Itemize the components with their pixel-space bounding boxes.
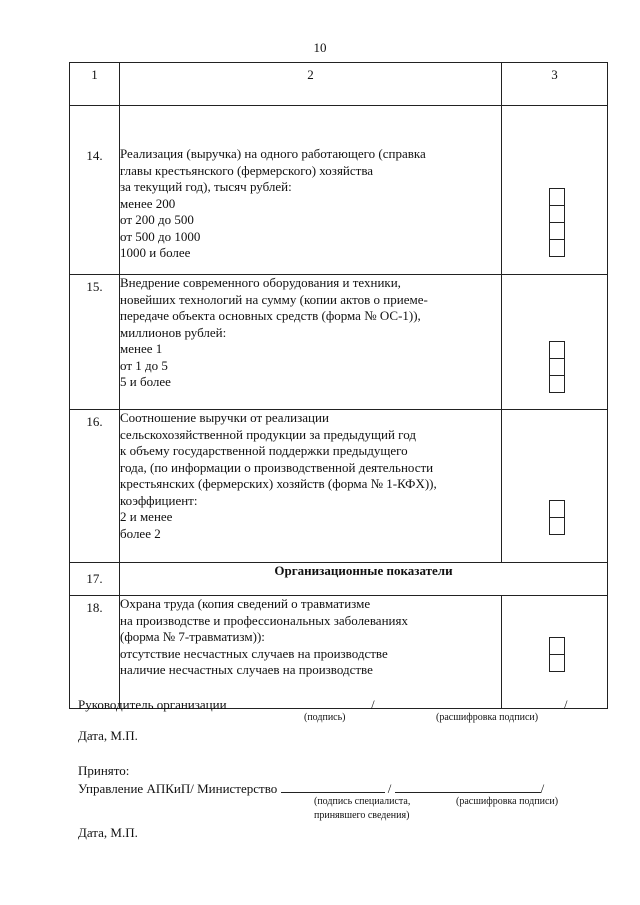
row-number: 18. — [86, 600, 103, 615]
option-label: от 200 до 500 — [120, 212, 194, 227]
criterion-text: новейших технологий на сумму (копии актов о приеме- — [120, 291, 428, 307]
checkbox-group — [549, 341, 565, 393]
criterion-text: на производстве и профессиональных заболеваниях — [120, 612, 408, 628]
criterion-text: Реализация (выручка) на одного работающего (справка — [120, 146, 426, 161]
option-label: менее 200 — [120, 195, 176, 211]
criterion-cell — [120, 410, 502, 563]
ministry-signature-line — [78, 780, 544, 797]
column-header: 1 — [70, 63, 120, 106]
head-signature-line — [78, 696, 568, 713]
table-row — [70, 275, 608, 410]
option-label: более 2 — [120, 525, 161, 541]
option-checkbox[interactable] — [549, 375, 565, 393]
option-checkbox[interactable] — [549, 188, 565, 206]
row-number-cell — [70, 596, 120, 709]
row-number: 16. — [86, 414, 103, 429]
page-number: 10 — [313, 40, 327, 55]
head-label: Руководитель организации — [78, 697, 227, 712]
checkbox-cell — [502, 596, 608, 709]
decoding-caption: (расшифровка подписи) — [456, 796, 559, 807]
ministry-label: Управление АПКиП/ Министерство — [78, 781, 278, 796]
criterion-text: коэффициент: — [120, 492, 198, 508]
criterion-text: Охрана труда (копия сведений о травматизме — [120, 596, 371, 611]
checkbox-group — [549, 500, 565, 535]
decoding-caption: (расшифровка подписи) — [436, 712, 539, 723]
row-number-cell — [70, 106, 120, 275]
specialist-caption: (подпись специалиста, — [314, 796, 411, 807]
option-checkbox[interactable] — [549, 205, 565, 223]
row-number: 14. — [86, 148, 103, 163]
signature-caption: (подпись) — [304, 712, 346, 723]
table-header-row — [70, 63, 608, 106]
accepted-label: Принято: — [78, 763, 130, 778]
criterion-text: (форма № 7-травматизм)): — [120, 629, 265, 644]
specialist-caption: принявшего сведения) — [314, 810, 410, 821]
checkbox-cell — [502, 275, 608, 410]
option-label: отсутствие несчастных случаев на производстве — [120, 645, 388, 661]
column-header: 3 — [502, 63, 608, 106]
option-label: 5 и более — [120, 374, 171, 389]
slash: / — [371, 697, 375, 712]
column-header: 2 — [120, 63, 502, 106]
row-number-cell — [70, 275, 120, 410]
table-row — [70, 563, 608, 596]
row-number: 15. — [86, 279, 103, 294]
option-label: 2 и менее — [120, 509, 173, 524]
criterion-cell — [120, 106, 502, 275]
criterion-text: передаче объекта основных средств (форма № ОС-1)), — [120, 308, 421, 323]
criterion-text: Соотношение выручки от реализации — [120, 410, 329, 425]
option-checkbox[interactable] — [549, 654, 565, 672]
decoding-field[interactable] — [378, 696, 564, 709]
option-label: 1000 и более — [120, 245, 191, 260]
option-checkbox[interactable] — [549, 239, 565, 257]
signature-field[interactable] — [230, 696, 368, 709]
option-checkbox[interactable] — [549, 517, 565, 535]
checkbox-cell — [502, 410, 608, 563]
criterion-text: года, (по информации о производственной деятельности — [120, 459, 434, 475]
specialist-decoding-field[interactable] — [395, 780, 541, 793]
slash: / — [540, 781, 545, 796]
option-label: от 500 до 1000 — [120, 228, 201, 244]
table-row — [70, 106, 608, 275]
criterion-text: крестьянских (фермерских) хозяйств (форма № 1-КФХ)), — [120, 476, 437, 491]
criterion-text: миллионов рублей: — [120, 324, 227, 340]
row-number-cell — [70, 410, 120, 563]
option-label: менее 1 — [120, 341, 163, 356]
criterion-text: сельскохозяйственной продукции за предыдущий год — [120, 426, 416, 442]
criterion-cell — [120, 596, 502, 709]
table-row — [70, 410, 608, 563]
option-checkbox[interactable] — [549, 500, 565, 518]
checkbox-group — [549, 637, 565, 672]
option-checkbox[interactable] — [549, 222, 565, 240]
row-number: 17. — [86, 570, 103, 586]
option-label: от 1 до 5 — [120, 357, 168, 373]
option-checkbox[interactable] — [549, 341, 565, 359]
row-number-cell — [70, 563, 120, 596]
criterion-text: Внедрение современного оборудования и техники, — [120, 275, 401, 290]
slash: / — [387, 781, 392, 796]
checkbox-cell — [502, 106, 608, 275]
criteria-table — [69, 62, 608, 709]
criterion-cell — [120, 275, 502, 410]
date-label: Дата, М.П. — [78, 825, 138, 840]
option-checkbox[interactable] — [549, 358, 565, 376]
criterion-text: за текущий год), тысяч рублей: — [120, 179, 292, 194]
option-checkbox[interactable] — [549, 637, 565, 655]
checkbox-group — [549, 188, 565, 257]
specialist-signature-field[interactable] — [281, 780, 385, 793]
slash: / — [563, 697, 568, 712]
criterion-text: к объему государственной поддержки предыдущего — [120, 443, 408, 458]
date-label: Дата, М.П. — [78, 728, 138, 743]
section-title: Организационные показатели — [120, 563, 608, 596]
criterion-text: главы крестьянского (фермерского) хозяйства — [120, 162, 374, 178]
option-label: наличие несчастных случаев на производстве — [120, 662, 373, 677]
table-row — [70, 596, 608, 709]
